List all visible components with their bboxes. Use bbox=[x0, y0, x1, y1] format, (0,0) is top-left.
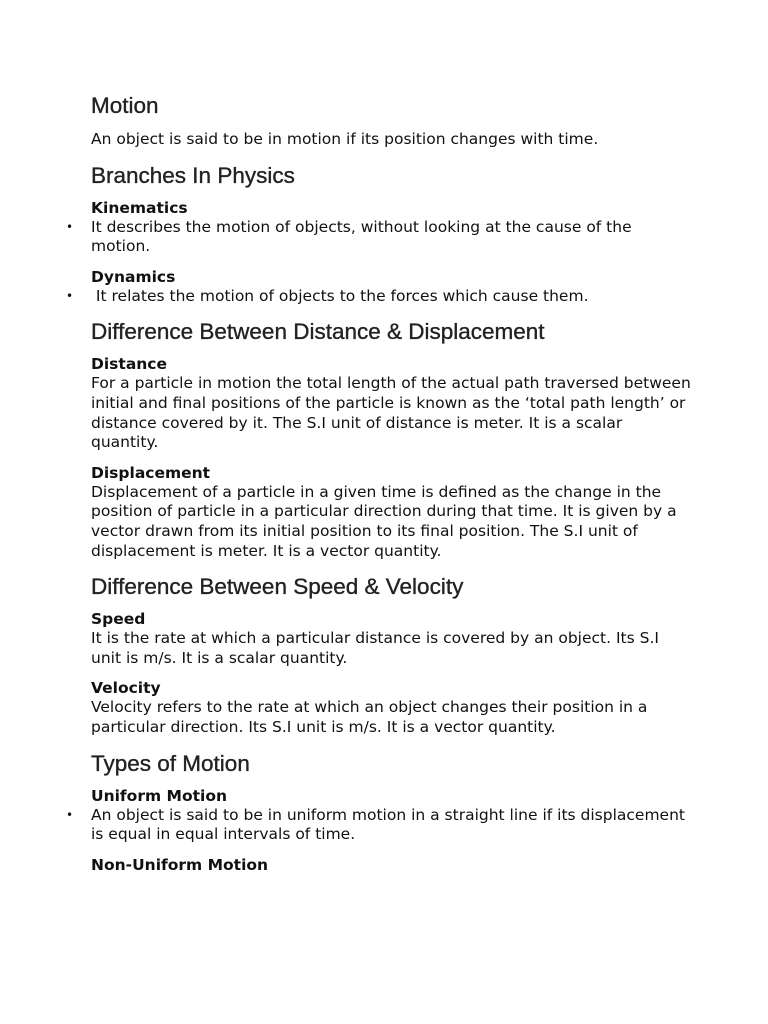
uniform-motion-text: An object is said to be in uniform motion in a straight line if its displacement is equal in equal intervals of time. bbox=[91, 805, 685, 844]
section-non-uniform-motion bbox=[91, 855, 691, 875]
dynamics-text: It relates the motion of objects to the forces which cause them. bbox=[91, 286, 589, 305]
bullet-icon: • bbox=[66, 288, 74, 303]
page-title: Motion bbox=[91, 93, 159, 118]
section-displacement bbox=[91, 463, 691, 561]
displacement-text: Displacement of a particle in a given time is defined as the change in the position of particle in a particular direction during that time. It is given by a vector drawn from its initial position to its final position. The S.I unit of displacement is meter. It is a vector quantity. bbox=[91, 482, 677, 560]
heading-types-of-motion: Types of Motion bbox=[91, 750, 250, 776]
section-kinematics bbox=[66, 198, 691, 257]
section-velocity bbox=[91, 678, 691, 737]
subheading-non-uniform-motion: Non-Uniform Motion bbox=[91, 855, 269, 874]
section-speed bbox=[91, 609, 691, 668]
heading-speed-velocity: Difference Between Speed & Velocity bbox=[91, 574, 464, 600]
heading-branches: Branches In Physics bbox=[91, 162, 295, 188]
document-page bbox=[66, 92, 691, 885]
velocity-text: Velocity refers to the rate at which an object changes their position in a particular direction. Its S.I unit is m/s. It is a vector quantity. bbox=[91, 698, 648, 736]
section-distance bbox=[91, 354, 691, 452]
distance-text: For a particle in motion the total length of the actual path traversed between initial and final positions of the particle is known as the ‘total path length’ or distance covered by it. The S.I unit of distance is meter. It is a scalar quantity. bbox=[91, 374, 691, 452]
subheading-uniform-motion: Uniform Motion bbox=[91, 786, 227, 805]
kinematics-text: It describes the motion of objects, without looking at the cause of the motion. bbox=[91, 217, 632, 256]
subheading-displacement: Displacement bbox=[91, 463, 211, 482]
list-item bbox=[66, 805, 691, 845]
subheading-dynamics: Dynamics bbox=[91, 267, 176, 286]
intro-paragraph: An object is said to be in motion if its position changes with time. bbox=[91, 130, 599, 148]
bullet-icon: • bbox=[66, 219, 74, 234]
subheading-speed: Speed bbox=[91, 610, 146, 629]
speed-text: It is the rate at which a particular distance is covered by an object. Its S.I unit is m/s. It is a scalar quantity. bbox=[91, 629, 659, 667]
subheading-distance: Distance bbox=[91, 355, 168, 374]
section-dynamics bbox=[66, 267, 691, 307]
bullet-icon: • bbox=[66, 807, 74, 822]
list-item bbox=[66, 217, 691, 257]
heading-distance-displacement: Difference Between Distance & Displacement bbox=[91, 319, 545, 345]
subheading-kinematics: Kinematics bbox=[91, 198, 188, 217]
subheading-velocity: Velocity bbox=[91, 679, 161, 698]
section-uniform-motion bbox=[66, 786, 691, 845]
list-item bbox=[66, 286, 691, 307]
